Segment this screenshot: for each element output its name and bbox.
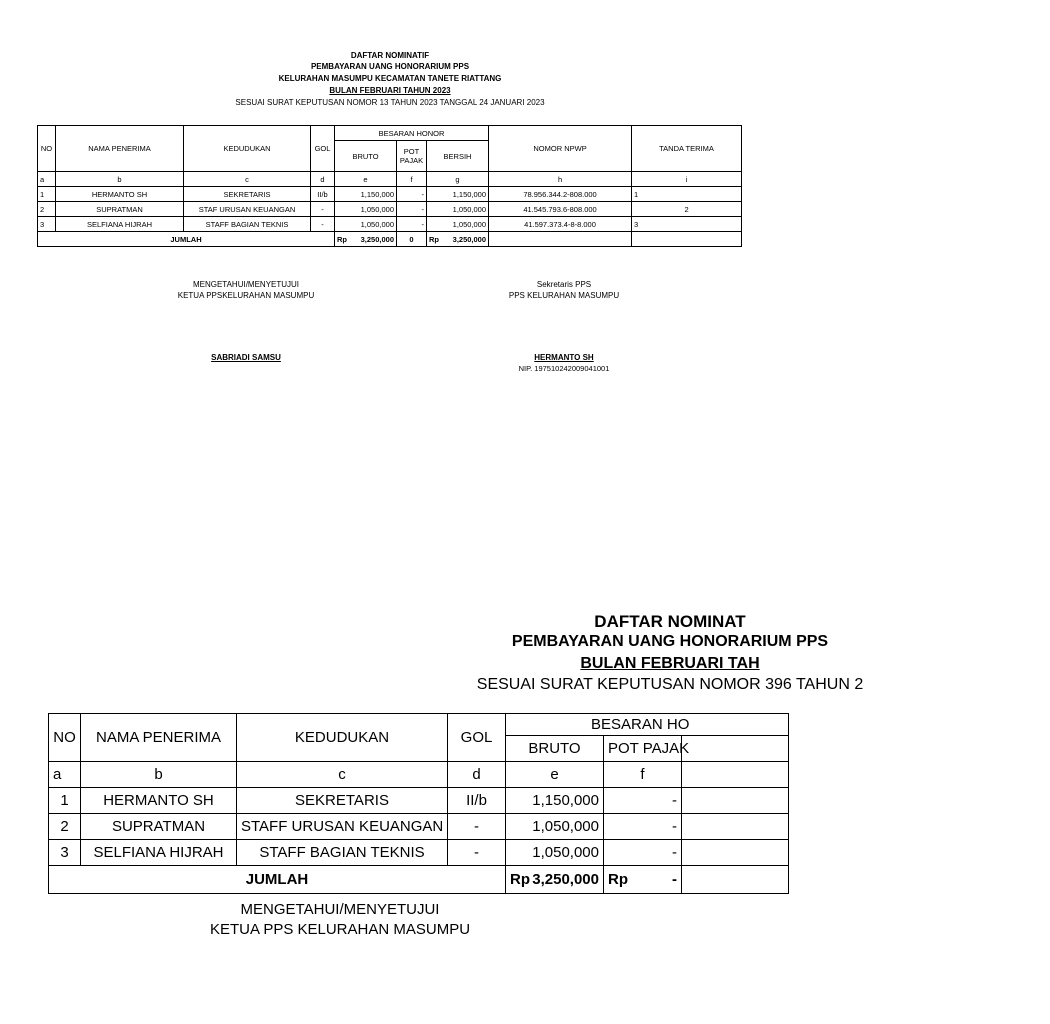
total-rp-1: Rp <box>337 234 347 244</box>
zoom-sig-line1: MENGETAHUI/MENYETUJUI <box>240 901 440 918</box>
zoom-letter-cell: a <box>49 762 81 788</box>
zoom-letter-row <box>49 762 789 788</box>
zoom-signature-left <box>140 900 540 940</box>
zoom-table-row <box>49 814 789 840</box>
zoom-cell-nama: HERMANTO SH <box>81 788 237 814</box>
total-bersih <box>427 232 489 247</box>
zoom-total-bruto-value: 3,250,000 <box>532 871 599 888</box>
total-pot: 0 <box>397 232 427 247</box>
cell-bruto: 1,050,000 <box>335 217 397 232</box>
zoom-subtitle: PEMBAYARAN UANG HONORARIUM PPS <box>511 633 829 650</box>
zoom-total-rp-2: Rp <box>608 871 628 888</box>
zoom-cell-extra <box>682 788 789 814</box>
header-bersih: BERSIH <box>427 141 489 172</box>
zoom-cell-bruto: 1,150,000 <box>506 788 604 814</box>
letter-cell: g <box>427 172 489 187</box>
zoom-sig-line2: KETUA PPS KELURAHAN MASUMPU <box>209 921 471 938</box>
zoom-header-besaran: BESARAN HO <box>506 714 789 736</box>
zoom-cell-kedudukan: SEKRETARIS <box>237 788 448 814</box>
cell-no: 1 <box>38 187 56 202</box>
sig-left-name: SABRIADI SAMSU <box>211 353 281 362</box>
header-npwp: NOMOR NPWP <box>489 126 632 172</box>
cell-npwp: 78.956.344.2-808.000 <box>489 187 632 202</box>
zoom-header-kedudukan: KEDUDUKAN <box>237 714 448 762</box>
zoom-cell-no: 2 <box>49 814 81 840</box>
zoom-total-pot <box>604 866 682 894</box>
zoom-header-extra <box>682 736 789 762</box>
cell-npwp: 41.545.793.6-808.000 <box>489 202 632 217</box>
zoom-cell-pot: - <box>604 788 682 814</box>
zoom-header-pot: POT PAJAK <box>604 736 682 762</box>
letter-cell: b <box>56 172 184 187</box>
total-empty <box>489 232 632 247</box>
zoom-title: DAFTAR NOMINAT <box>594 612 746 631</box>
zoom-total-rp-1: Rp <box>510 871 530 888</box>
zoom-table-row <box>49 788 789 814</box>
zoom-cell-no: 3 <box>49 840 81 866</box>
cell-nama: SUPRATMAN <box>56 202 184 217</box>
doc-decree: SESUAI SURAT KEPUTUSAN NOMOR 13 TAHUN 2023 TANGGAL 24 JANUARI 2023 <box>235 98 545 107</box>
zoom-cell-kedudukan: STAFF URUSAN KEUANGAN <box>237 814 448 840</box>
zoom-cell-pot: - <box>604 814 682 840</box>
zoom-total-row <box>49 866 789 894</box>
header-row-1 <box>38 126 742 141</box>
header-bruto: BRUTO <box>335 141 397 172</box>
cell-bruto: 1,050,000 <box>335 202 397 217</box>
letter-cell: i <box>632 172 742 187</box>
doc-period: BULAN FEBRUARI TAHUN 2023 <box>329 86 451 95</box>
doc-subtitle-2: KELURAHAN MASUMPU KECAMATAN TANETE RIATTANG <box>278 74 502 83</box>
letter-cell: e <box>335 172 397 187</box>
cell-tanda: 3 <box>632 217 742 232</box>
cell-gol: - <box>311 202 335 217</box>
header-kedudukan: KEDUDUKAN <box>184 126 311 172</box>
zoom-cell-bruto: 1,050,000 <box>506 840 604 866</box>
cell-pot: - <box>397 187 427 202</box>
total-row <box>38 232 742 247</box>
cell-kedudukan: SEKRETARIS <box>184 187 311 202</box>
total-label: JUMLAH <box>38 232 335 247</box>
cell-gol: - <box>311 217 335 232</box>
cell-tanda: 2 <box>632 202 742 217</box>
zoom-total-pot-value: - <box>672 871 677 888</box>
zoom-letter-extra <box>682 762 789 788</box>
cell-bruto: 1,150,000 <box>335 187 397 202</box>
cell-kedudukan: STAFF BAGIAN TEKNIS <box>184 217 311 232</box>
zoom-total-bruto <box>506 866 604 894</box>
total-bruto <box>335 232 397 247</box>
cell-kedudukan: STAF URUSAN KEUANGAN <box>184 202 311 217</box>
zoom-honor-table <box>48 713 789 894</box>
letter-cell: c <box>184 172 311 187</box>
zoom-header-nama: NAMA PENERIMA <box>81 714 237 762</box>
zoom-decree: SESUAI SURAT KEPUTUSAN NOMOR 396 TAHUN 2 <box>476 676 864 693</box>
zoom-header-row-1 <box>49 714 789 736</box>
header-no: NO <box>38 126 56 172</box>
sig-right-line1: Sekretaris PPS <box>536 280 592 289</box>
cell-tanda: 1 <box>632 187 742 202</box>
zoom-header-no: NO <box>49 714 81 762</box>
header-pot-pajak <box>397 141 427 172</box>
letter-cell: d <box>311 172 335 187</box>
total-empty <box>632 232 742 247</box>
cell-npwp: 41.597.373.4-8-8.000 <box>489 217 632 232</box>
sig-right-line2: PPS KELURAHAN MASUMPU <box>508 291 620 300</box>
zoom-letter-cell: c <box>237 762 448 788</box>
signature-left <box>96 279 396 363</box>
doc-title: DAFTAR NOMINATIF <box>350 51 430 60</box>
zoom-total-extra <box>682 866 789 894</box>
cell-no: 2 <box>38 202 56 217</box>
total-rp-2: Rp <box>429 234 439 244</box>
cell-nama: HERMANTO SH <box>56 187 184 202</box>
zoom-cell-pot: - <box>604 840 682 866</box>
table-row <box>38 217 742 232</box>
cell-bersih: 1,050,000 <box>427 217 489 232</box>
doc-subtitle-1: PEMBAYARAN UANG HONORARIUM PPS <box>310 62 470 71</box>
header-pot-line2: PAJAK <box>399 156 424 165</box>
table-row <box>38 187 742 202</box>
zoom-letter-cell: e <box>506 762 604 788</box>
zoom-cell-gol: - <box>448 814 506 840</box>
zoom-header-gol: GOL <box>448 714 506 762</box>
cell-pot: - <box>397 217 427 232</box>
letter-cell: f <box>397 172 427 187</box>
cell-nama: SELFIANA HIJRAH <box>56 217 184 232</box>
zoom-cell-extra <box>682 840 789 866</box>
header-nama: NAMA PENERIMA <box>56 126 184 172</box>
zoom-cell-no: 1 <box>49 788 81 814</box>
zoom-cell-nama: SELFIANA HIJRAH <box>81 840 237 866</box>
document-page-zoomed <box>0 590 864 1024</box>
cell-bersih: 1,050,000 <box>427 202 489 217</box>
sig-left-line2: KETUA PPSKELURAHAN MASUMPU <box>177 291 315 300</box>
zoom-cell-bruto: 1,050,000 <box>506 814 604 840</box>
zoom-cell-gol: II/b <box>448 788 506 814</box>
letter-cell: h <box>489 172 632 187</box>
zoom-cell-gol: - <box>448 840 506 866</box>
zoom-letter-cell: d <box>448 762 506 788</box>
cell-no: 3 <box>38 217 56 232</box>
cell-gol: II/b <box>311 187 335 202</box>
zoom-table-row <box>49 840 789 866</box>
zoom-header-bruto: BRUTO <box>506 736 604 762</box>
header-gol: GOL <box>311 126 335 172</box>
letter-cell: a <box>38 172 56 187</box>
zoom-cell-kedudukan: STAFF BAGIAN TEKNIS <box>237 840 448 866</box>
total-bersih-value: 3,250,000 <box>452 234 487 244</box>
sig-left-line1: MENGETAHUI/MENYETUJUI <box>192 280 300 289</box>
zoom-letter-cell: f <box>604 762 682 788</box>
cell-pot: - <box>397 202 427 217</box>
signature-right <box>414 279 714 374</box>
zoom-total-label: JUMLAH <box>49 866 506 894</box>
header-besaran: BESARAN HONOR <box>335 126 489 141</box>
header-pot-line1: POT <box>403 147 420 156</box>
zoom-letter-cell: b <box>81 762 237 788</box>
total-bruto-value: 3,250,000 <box>360 234 394 244</box>
sig-right-name: HERMANTO SH <box>534 353 594 362</box>
table-row <box>38 202 742 217</box>
honor-table <box>37 125 742 247</box>
zoom-cell-extra <box>682 814 789 840</box>
header-tanda: TANDA TERIMA <box>632 126 742 172</box>
zoom-period: BULAN FEBRUARI TAH <box>580 655 760 672</box>
letter-row <box>38 172 742 187</box>
sig-right-nip: NIP. 197510242009041001 <box>518 364 610 373</box>
cell-bersih: 1,150,000 <box>427 187 489 202</box>
zoom-cell-nama: SUPRATMAN <box>81 814 237 840</box>
